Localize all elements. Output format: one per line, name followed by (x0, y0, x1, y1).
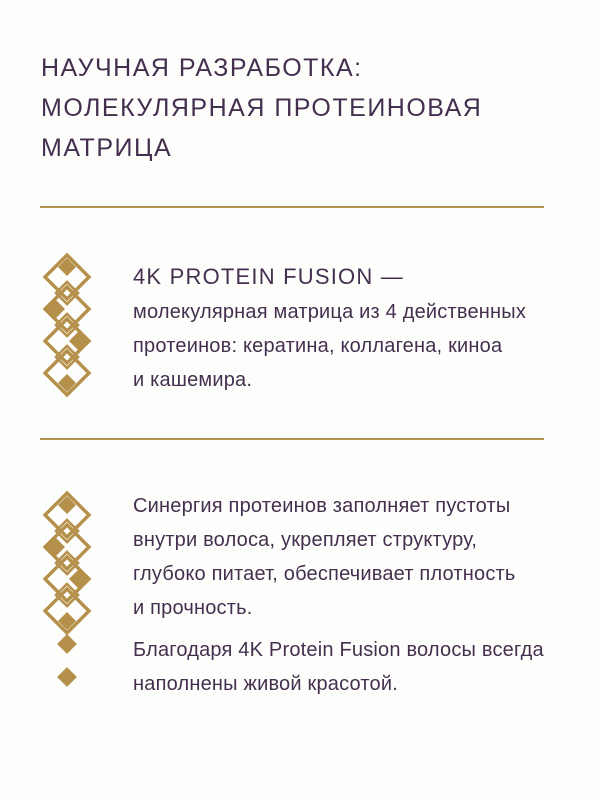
section2-paragraph-1-line-3: глубоко питает, обеспечивает плотность (133, 563, 516, 585)
section1-heading: 4K PROTEIN FUSION — (133, 264, 404, 289)
section2-paragraph-1-line-1: Синергия протеинов заполняет пустоты (133, 495, 511, 517)
section2-paragraph-1-line-4: и прочность. (133, 597, 253, 619)
section2-paragraph-1 (133, 489, 516, 625)
section2-paragraph-1-line-2: внутри волоса, укрепляет структуру, (133, 529, 478, 551)
diamond-chain-ornament-icon (31, 252, 103, 398)
divider-top (40, 206, 544, 208)
section1-body (133, 295, 526, 397)
page-title-line-1: НАУЧНАЯ РАЗРАБОТКА: (41, 54, 363, 82)
section2-paragraph-2 (133, 633, 544, 701)
section1-body-line-3: и кашемира. (133, 369, 253, 391)
page-title-line-3: МАТРИЦА (41, 134, 173, 162)
diamond-bullet-icon (57, 667, 77, 687)
section1-body-line-1: молекулярная матрица из 4 действенных (133, 301, 527, 323)
section2-paragraph-2-line-1: Благодаря 4K Protein Fusion волосы всегда (133, 639, 544, 661)
diamond-bullet-icon (57, 634, 77, 654)
section1-body-line-2: протеинов: кератина, коллагена, киноа (133, 335, 503, 357)
page-title-line-2: МОЛЕКУЛЯРНАЯ ПРОТЕИНОВАЯ (41, 94, 483, 122)
divider-middle (40, 438, 544, 440)
page-title (41, 48, 482, 168)
section2-paragraph-2-line-2: наполнены живой красотой. (133, 673, 398, 695)
diamond-chain-ornament-icon (31, 490, 103, 636)
